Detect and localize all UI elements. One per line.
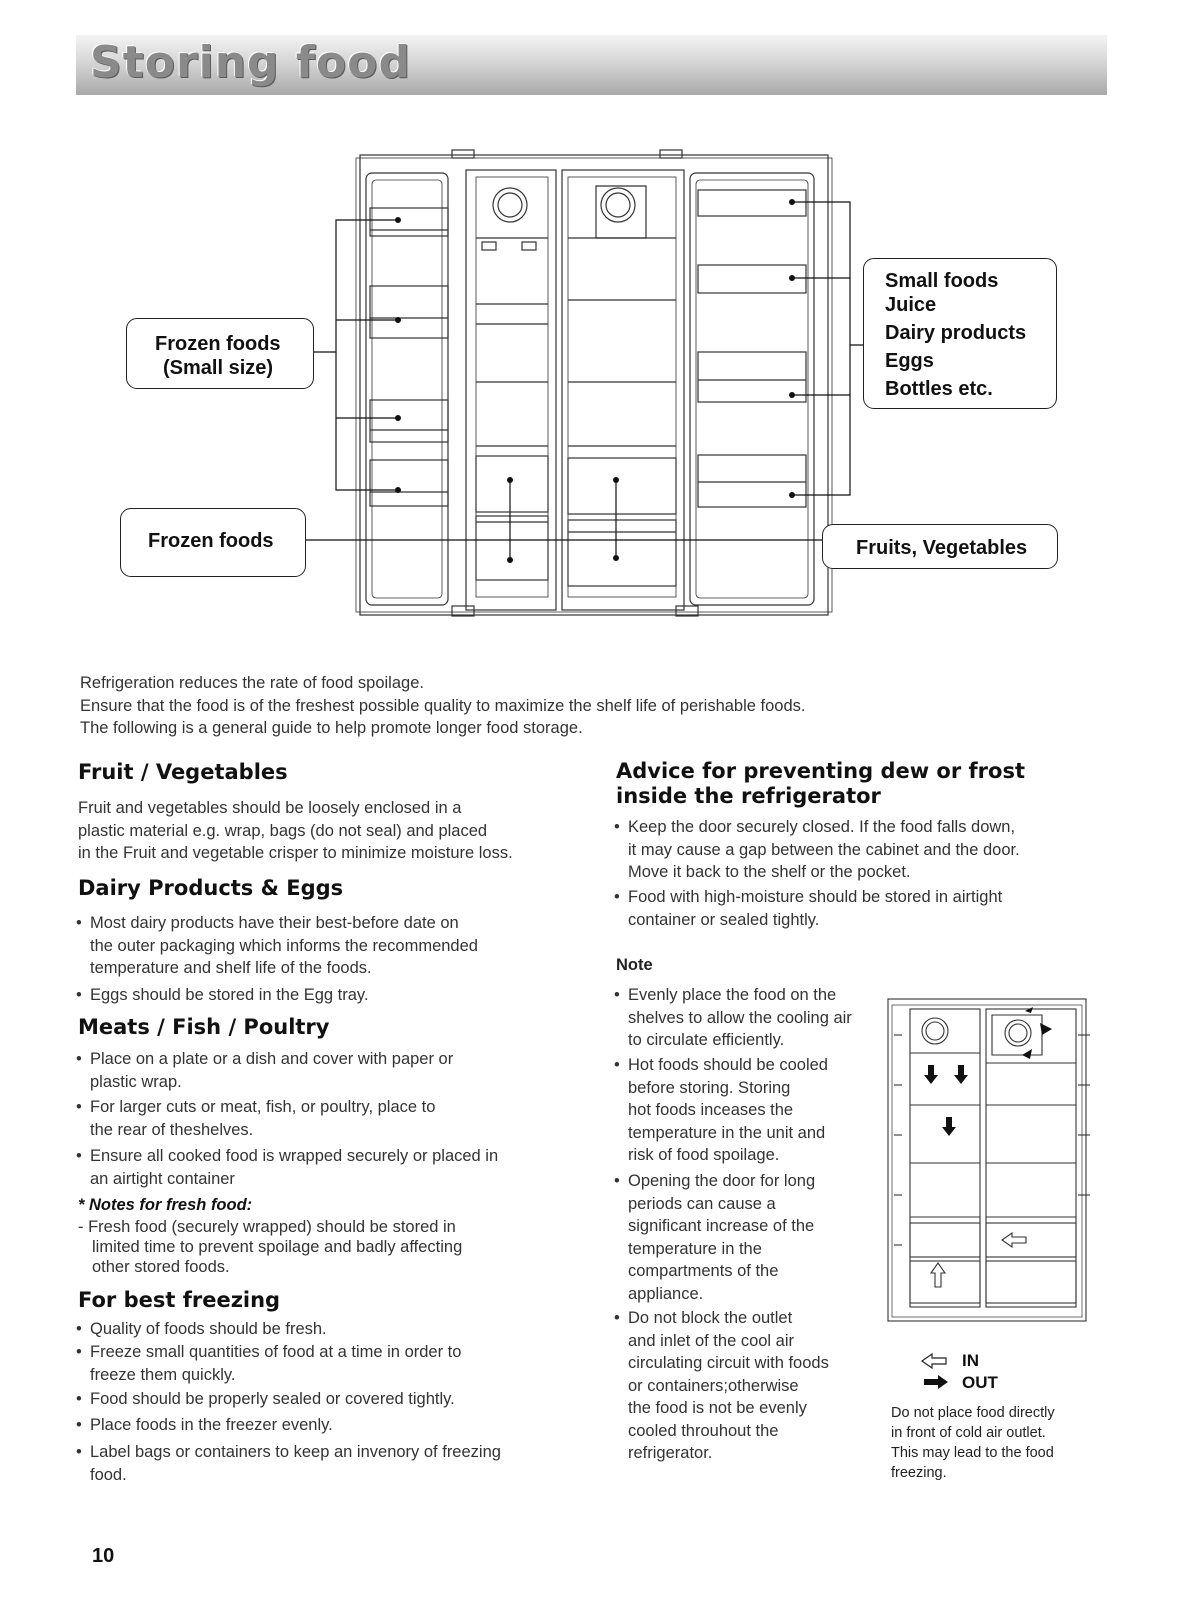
text-line: • Freeze small quantities of food at a time in order to — [90, 1343, 462, 1361]
text-line: • Evenly place the food on the — [628, 986, 837, 1004]
text-line: it may cause a gap between the cabinet and the door. — [628, 840, 1020, 859]
meats-bullet — [76, 1096, 435, 1141]
text-line: in front of cold air outlet. — [891, 1425, 1046, 1441]
freezer-door-bin — [370, 208, 448, 236]
note-bullet — [614, 1307, 829, 1465]
text-line: freezing. — [891, 1465, 947, 1481]
callout-text: Fruits, Vegetables — [856, 537, 1028, 559]
freezing-bullet — [76, 1441, 501, 1486]
heading-fruit-veg: Fruit / Vegetables — [78, 760, 288, 784]
note-heading: Note — [616, 956, 653, 974]
page-number: 10 — [92, 1545, 115, 1567]
text-line: the outer packaging which informs the recommended — [90, 936, 478, 955]
text-line: periods can cause a — [628, 1194, 776, 1213]
notes-fresh-text — [78, 1217, 462, 1277]
callout-frozen-small — [126, 318, 314, 389]
text-line: shelves to allow the cooling air — [628, 1008, 852, 1027]
title-bar — [76, 35, 1107, 95]
text-line: the rear of theshelves. — [90, 1120, 254, 1139]
text-line: the food is not be evenly — [628, 1399, 807, 1417]
freezing-bullet — [76, 1341, 461, 1386]
heading-dairy: Dairy Products & Eggs — [78, 876, 344, 900]
in-arrow-icon — [922, 1354, 946, 1368]
text-line: and inlet of the cool air — [628, 1331, 795, 1350]
heading-freezing: For best freezing — [78, 1288, 281, 1312]
note-bullet — [614, 1054, 828, 1167]
text-line: • Place foods in the freezer evenly. — [90, 1416, 333, 1434]
out-arrow — [954, 1065, 968, 1084]
note-bullet — [614, 1170, 815, 1305]
text-line: to circulate efficiently. — [628, 1031, 785, 1049]
text-line: • Eggs should be stored in the Egg tray. — [90, 986, 369, 1004]
text-line: • For larger cuts or meat, fish, or poultry, place to — [90, 1098, 436, 1116]
text-line: container or sealed tightly. — [628, 910, 820, 929]
text-line: • Quality of foods should be fresh. — [90, 1320, 327, 1338]
heading-advice — [616, 759, 1025, 809]
text-line: hot foods inceases the — [628, 1101, 794, 1119]
text-line: refrigerator. — [628, 1444, 713, 1462]
out-arrow — [1040, 1023, 1052, 1035]
page-title: Storing food — [90, 37, 411, 88]
out-arrow — [1025, 1007, 1033, 1013]
freezing-bullet — [76, 1318, 327, 1341]
meats-bullet — [76, 1048, 453, 1093]
text-line: compartments of the — [628, 1262, 779, 1280]
airflow-diagram — [880, 995, 1095, 1330]
fridge-cabinet — [360, 155, 828, 615]
note-bullet — [614, 984, 852, 1052]
dairy-bullet — [76, 912, 478, 980]
legend-icons — [920, 1352, 950, 1392]
freezer-drawer — [476, 456, 548, 512]
text-line: • Most dairy products have their best-before date on — [90, 914, 459, 932]
text-line: food. — [90, 1465, 127, 1484]
text-line: • Food with high-moisture should be stored in airtight — [628, 888, 1003, 906]
text-line: appliance. — [628, 1284, 704, 1303]
airflow-freezer — [910, 1009, 980, 1307]
text-line: • Do not block the outlet — [628, 1309, 793, 1327]
fruit-veg-text — [78, 797, 513, 865]
intro-line: Refrigeration reduces the rate of food spoilage. — [80, 674, 424, 692]
callout-text: (Small size) — [163, 357, 274, 379]
freezer-drawer — [476, 516, 548, 580]
out-arrow-icon — [924, 1375, 948, 1389]
callout-text: Dairy products — [885, 322, 1027, 344]
text-line: • Keep the door securely closed. If the food falls down, — [628, 818, 1016, 836]
text-line: • Ensure all cooked food is wrapped securely or placed in — [90, 1147, 499, 1165]
fridge-compartment — [562, 170, 684, 610]
text-line: - Fresh food (securely wrapped) should be stored in — [78, 1218, 456, 1236]
text-line: or containers;otherwise — [628, 1376, 799, 1395]
text-line: Move it back to the shelf or the pocket. — [628, 863, 911, 881]
callout-text: Juice — [885, 294, 937, 316]
intro-line: The following is a general guide to help promote longer food storage. — [80, 719, 583, 737]
text-line: risk of food spoilage. — [628, 1146, 780, 1164]
legend-in: IN — [962, 1351, 979, 1370]
text-line: temperature in the unit and — [628, 1123, 826, 1142]
notes-fresh-heading: * Notes for fresh food: — [78, 1196, 253, 1214]
text-line: an airtight container — [90, 1169, 235, 1188]
callout-door-items — [863, 258, 1057, 409]
freezing-bullet — [76, 1388, 455, 1411]
callout-text: Frozen foods — [148, 530, 274, 552]
intro-line: Ensure that the food is of the freshest possible quality to maximize the shelf life of perishable foods. — [80, 696, 806, 715]
intro-text — [80, 672, 805, 740]
freezing-bullet — [76, 1414, 333, 1437]
text-line: • Label bags or containers to keep an invenory of freezing — [90, 1443, 501, 1461]
dairy-bullet — [76, 984, 369, 1007]
text-line: temperature in the — [628, 1239, 762, 1258]
callout-text: Small foods — [885, 270, 999, 292]
out-arrow — [1022, 1049, 1032, 1059]
out-arrow — [942, 1117, 956, 1136]
advice-bullet — [614, 886, 1002, 931]
text-line: This may lead to the food — [891, 1445, 1054, 1461]
callout-text: Bottles etc. — [885, 378, 993, 400]
advice-bullet — [614, 816, 1020, 884]
door-shelf — [698, 455, 806, 507]
text-line: Do not place food directly — [891, 1405, 1055, 1421]
text-line: • Hot foods should be cooled — [628, 1056, 828, 1074]
fridge-crisper — [568, 520, 676, 586]
in-arrow — [931, 1263, 945, 1287]
freezer-door-bin — [370, 460, 448, 506]
text-line: temperature and shelf life of the foods. — [90, 959, 372, 977]
text-line: • Opening the door for long — [628, 1172, 816, 1190]
text-line: plastic material e.g. wrap, bags (do not seal) and placed — [78, 821, 488, 840]
callout-text: Frozen foods — [155, 333, 281, 355]
callout-frozen — [120, 508, 306, 577]
callout-fruits — [822, 524, 1058, 569]
text-line: • Food should be properly sealed or covered tightly. — [90, 1390, 455, 1408]
freezer-door-bin — [370, 286, 448, 338]
heading-line: Advice for preventing dew or frost — [616, 759, 1025, 783]
text-line: cooled throuhout the — [628, 1421, 779, 1440]
text-line: plastic wrap. — [90, 1072, 182, 1091]
meats-bullet — [76, 1145, 498, 1190]
fridge-crisper — [568, 458, 676, 514]
callout-text: Eggs — [885, 350, 934, 372]
airflow-caption — [891, 1403, 1055, 1483]
text-line: Fruit and vegetables should be loosely enclosed in a — [78, 799, 462, 817]
in-arrow — [1002, 1233, 1026, 1247]
text-line: circulating circuit with foods — [628, 1354, 829, 1372]
text-line: limited time to prevent spoilage and badly affecting — [92, 1238, 463, 1256]
freezer-compartment — [466, 170, 556, 610]
out-arrow — [924, 1065, 938, 1084]
text-line: before storing. Storing — [628, 1078, 791, 1097]
heading-line: inside the refrigerator — [616, 784, 881, 808]
text-line: • Place on a plate or a dish and cover with paper or — [90, 1050, 454, 1068]
text-line: in the Fruit and vegetable crisper to minimize moisture loss. — [78, 844, 513, 862]
text-line: freeze them quickly. — [90, 1365, 236, 1384]
heading-meats: Meats / Fish / Poultry — [78, 1015, 330, 1039]
text-line: other stored foods. — [92, 1258, 230, 1276]
text-line: significant increase of the — [628, 1217, 815, 1235]
legend-out: OUT — [962, 1373, 998, 1392]
